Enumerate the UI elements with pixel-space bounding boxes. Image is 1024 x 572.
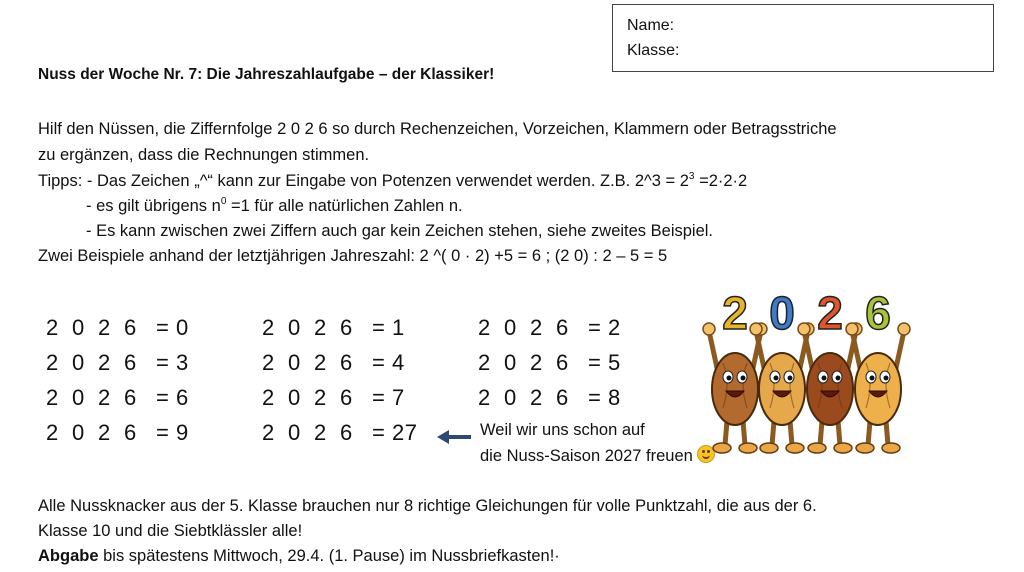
equation-digit: 0	[288, 315, 301, 340]
tip-1-exponent: 3	[688, 171, 695, 182]
equation-result: = 8	[588, 385, 621, 410]
equation	[262, 385, 405, 411]
class-label: Klasse:	[627, 42, 680, 59]
equation-digit: 2	[530, 315, 543, 340]
illustration-digit: 6	[865, 287, 891, 339]
intro-line-1: Hilf den Nüssen, die Ziffernfolge 2 0 2 6 so durch Rechenzeichen, Vorzeichen, Klammern oder Betragsstriche	[38, 120, 837, 138]
equation-result: = 1	[372, 315, 405, 340]
equation-digit: 2	[98, 420, 111, 445]
equation-digit: 6	[124, 385, 137, 410]
tip-2-end: =1 für alle natürlichen Zahlen n.	[226, 197, 463, 215]
equation-digit: 2	[262, 420, 275, 445]
note-line-2-text: die Nuss-Saison 2027 freuen	[480, 447, 693, 465]
equation-result: = 3	[156, 350, 189, 375]
equation-digit: 2	[530, 350, 543, 375]
equation-result: = 2	[588, 315, 621, 340]
illustration-digit: 0	[769, 287, 795, 339]
equation-digit: 2	[314, 315, 327, 340]
tip-1-end: =2·2·2	[694, 172, 748, 190]
equation-digit: 2	[314, 350, 327, 375]
equation-digit: 0	[504, 315, 517, 340]
equation-digit: 6	[340, 350, 353, 375]
equation-digit: 6	[340, 385, 353, 410]
equation-digit: 6	[124, 420, 137, 445]
equation-digit: 0	[288, 385, 301, 410]
equation-result: = 7	[372, 385, 405, 410]
equation-digit: 2	[46, 420, 59, 445]
equation-result: = 4	[372, 350, 405, 375]
equation-digit: 2	[46, 315, 59, 340]
footer-line-2: Klasse 10 und die Siebtklässler alle!	[38, 522, 303, 540]
intro-line-2: zu ergänzen, dass die Rechnungen stimmen.	[38, 146, 370, 164]
equation-digit: 2	[262, 350, 275, 375]
equation-digit: 0	[72, 420, 85, 445]
equation	[478, 385, 621, 411]
equation-digit: 6	[124, 350, 137, 375]
nuts-2026-illustration	[700, 283, 930, 468]
equation	[46, 420, 189, 446]
equation	[262, 350, 405, 376]
equation	[46, 385, 189, 411]
equation-digit: 2	[98, 315, 111, 340]
equation-digit: 2	[46, 385, 59, 410]
equation-result: = 5	[588, 350, 621, 375]
equation-digit: 2	[46, 350, 59, 375]
equation-digit: 2	[478, 315, 491, 340]
equation	[478, 315, 621, 341]
equation	[46, 315, 189, 341]
equation-digit: 6	[556, 315, 569, 340]
equation-digit: 2	[262, 315, 275, 340]
equation-digit: 2	[314, 420, 327, 445]
equation-result: = 27	[372, 420, 418, 445]
equation-digit: 6	[340, 420, 353, 445]
equation	[262, 420, 417, 446]
equation-digit: 2	[98, 350, 111, 375]
equation-result: = 6	[156, 385, 189, 410]
equation-digit: 0	[72, 385, 85, 410]
deadline-label: Abgabe	[38, 547, 99, 565]
equation-digit: 0	[288, 350, 301, 375]
equation-result: = 9	[156, 420, 189, 445]
equation-digit: 2	[262, 385, 275, 410]
equation	[478, 350, 621, 376]
equation-digit: 0	[504, 350, 517, 375]
equation	[46, 350, 189, 376]
equation-digit: 6	[556, 350, 569, 375]
footer-line-1: Alle Nussknacker aus der 5. Klasse brauchen nur 8 richtige Gleichungen für volle Punktzahl, die aus der 6.	[38, 497, 817, 515]
equation-digit: 2	[314, 385, 327, 410]
name-class-box	[612, 4, 994, 72]
equation-digit: 2	[98, 385, 111, 410]
examples-line: Zwei Beispiele anhand der letztjährigen Jahreszahl: 2 ^( 0 · 2) +5 = 6 ; (2 0) : 2 – 5 = 5	[38, 247, 668, 265]
equation-digit: 6	[340, 315, 353, 340]
illustration-digit: 2	[817, 287, 843, 339]
note-line-1: Weil wir uns schon auf	[480, 421, 645, 439]
equation-digit: 0	[72, 315, 85, 340]
equation-digit: 6	[124, 315, 137, 340]
name-label: Name:	[627, 17, 675, 34]
equation	[262, 315, 405, 341]
tip-1-text: Tipps: - Das Zeichen „^“ kann zur Eingabe von Potenzen verwendet werden. Z.B. 2^3 = 2	[38, 172, 689, 190]
left-arrow-icon	[437, 428, 473, 446]
equation-digit: 0	[72, 350, 85, 375]
tip-2-exponent: 0	[220, 196, 227, 207]
equation-digit: 2	[478, 385, 491, 410]
equation-digit: 0	[288, 420, 301, 445]
equation-digit: 2	[478, 350, 491, 375]
tip-2-text: - es gilt übrigens n	[86, 197, 221, 215]
note-line-2	[480, 443, 715, 469]
equation-digit: 2	[530, 385, 543, 410]
equation-digit: 6	[556, 385, 569, 410]
tip-line-2	[86, 197, 463, 216]
illustration-digit: 2	[722, 287, 748, 339]
tip-line-3: - Es kann zwischen zwei Ziffern auch gar kein Zeichen stehen, siehe zweites Beispiel.	[86, 222, 714, 240]
nut-character	[846, 323, 910, 453]
footer-line-3	[38, 547, 560, 566]
equation-result: = 0	[156, 315, 189, 340]
worksheet-title: Nuss der Woche Nr. 7: Die Jahreszahlaufgabe – der Klassiker!	[38, 66, 495, 83]
deadline-text: bis spätestens Mittwoch, 29.4. (1. Pause) im Nussbriefkasten!·	[98, 547, 560, 565]
equation-digit: 0	[504, 385, 517, 410]
tip-line-1	[38, 172, 747, 191]
